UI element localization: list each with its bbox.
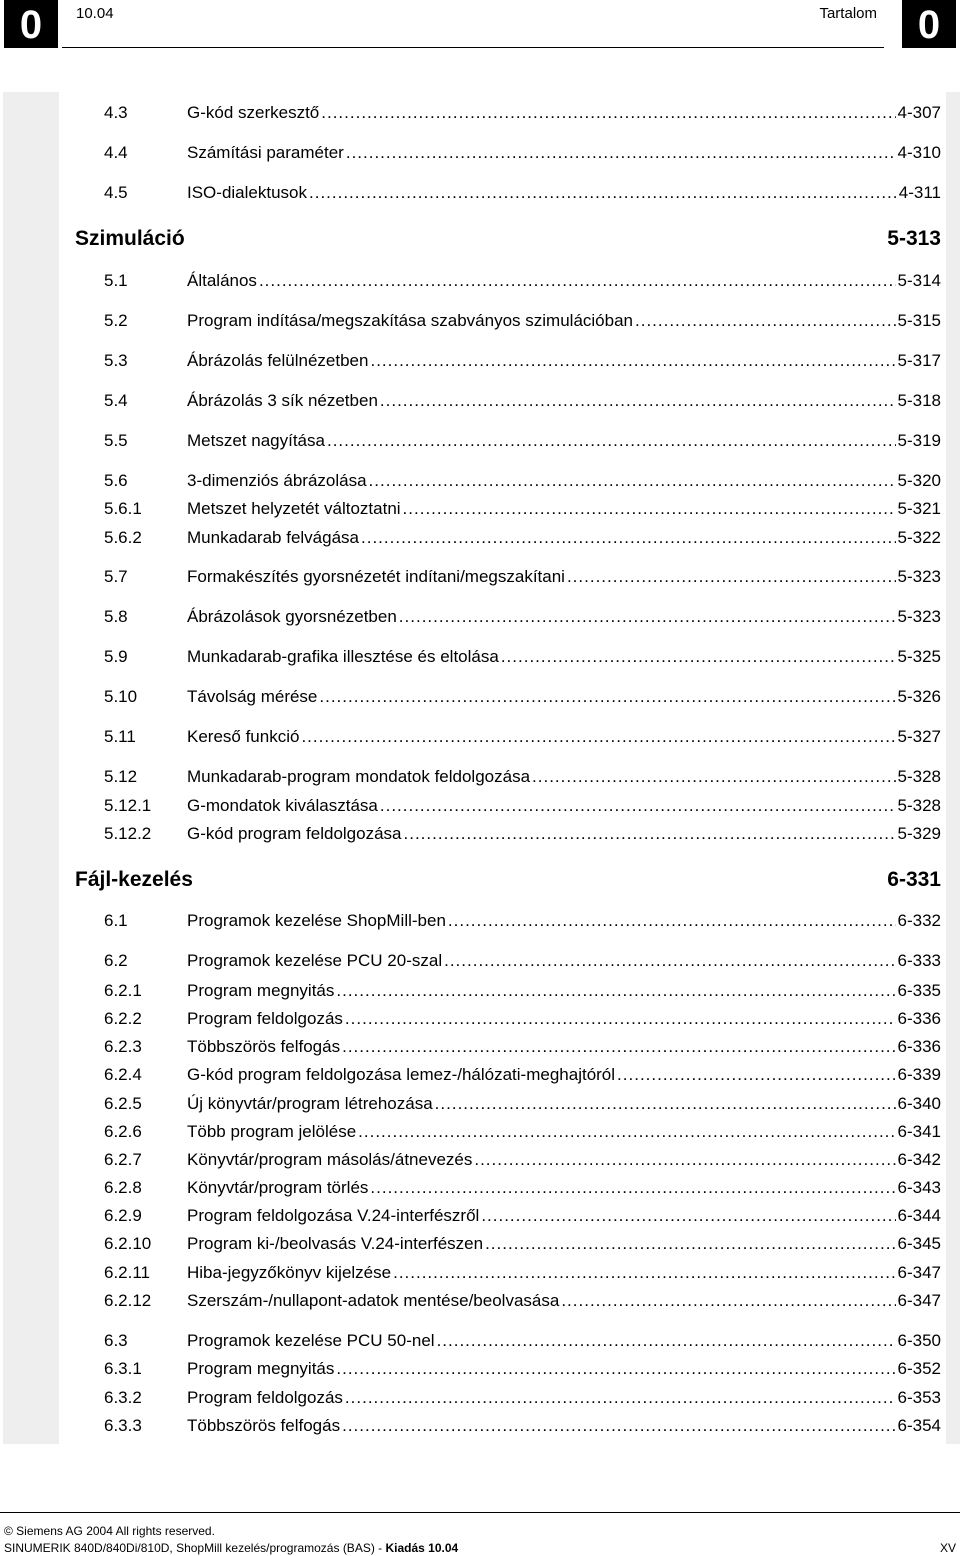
- page-number: 5-326: [897, 687, 941, 706]
- page-number: 6-336: [897, 1009, 941, 1028]
- page-number: 6-347: [897, 1263, 941, 1282]
- dot-leader: [399, 606, 896, 628]
- dot-leader: [345, 1387, 896, 1409]
- dot-leader: [321, 102, 895, 124]
- toc-entry: [104, 1177, 941, 1201]
- page-number: 5-320: [897, 471, 941, 490]
- page-number: 6-352: [897, 1359, 941, 1378]
- section-title: 3-dimenziós ábrázolása: [187, 471, 367, 490]
- section-title: Könyvtár/program törlés: [187, 1178, 369, 1197]
- dot-leader: [370, 350, 895, 372]
- section-title: G-kód program feldolgozása: [187, 824, 402, 843]
- chapter-title: Fájl-kezelés: [75, 868, 193, 891]
- section-title: Formakészítés gyorsnézetét indítani/megszakítani: [187, 567, 565, 586]
- section-number: 5.5: [104, 431, 128, 450]
- toc-entry: [104, 1064, 941, 1088]
- section-title: Általános: [187, 271, 257, 290]
- section-number: 6.2.11: [104, 1263, 151, 1282]
- section-title: Számítási paraméter: [187, 143, 344, 162]
- toc-entry: [104, 390, 941, 414]
- section-number: 6.2.8: [104, 1178, 142, 1197]
- dot-leader: [342, 1036, 895, 1058]
- toc-entry: [104, 566, 941, 590]
- page-number: 6-347: [897, 1291, 941, 1310]
- toc-entry: [104, 1036, 941, 1060]
- page-number: 6-342: [897, 1150, 941, 1169]
- section-number: 6.3.1: [104, 1359, 142, 1378]
- dot-leader: [319, 686, 895, 708]
- toc-entry: [104, 1205, 941, 1229]
- toc-entry: [104, 470, 941, 494]
- dot-leader: [485, 1233, 895, 1255]
- section-title: Program megnyitás: [187, 981, 335, 1000]
- dot-leader: [404, 823, 896, 845]
- section-number: 6.2.6: [104, 1122, 142, 1141]
- toc-entry: [104, 1415, 941, 1439]
- page-number: 6-344: [897, 1206, 941, 1225]
- toc-entry: [104, 1290, 941, 1314]
- section-number: 6.3.2: [104, 1388, 142, 1407]
- section-title: Programok kezelése PCU 20-szal: [187, 951, 443, 970]
- section-number: 6.2.5: [104, 1094, 142, 1113]
- section-title: Ábrázolás 3 sík nézetben: [187, 391, 378, 410]
- dot-leader: [345, 1008, 896, 1030]
- section-number: 6.2.12: [104, 1291, 152, 1310]
- toc-entry: [104, 527, 941, 551]
- toc-entry: [104, 1233, 941, 1257]
- section-number: 5.2: [104, 311, 128, 330]
- section-number: 5.6.2: [104, 528, 142, 547]
- page-number: 4-307: [897, 103, 941, 122]
- dot-leader: [561, 1290, 895, 1312]
- toc-entry: [104, 823, 941, 847]
- dot-leader: [259, 270, 896, 292]
- section-number: 6.2.1: [104, 981, 142, 1000]
- page-number: 5-328: [897, 767, 941, 786]
- header-edition: 10.04: [76, 5, 114, 22]
- section-title: Metszet nagyítása: [187, 431, 325, 450]
- section-title: Programok kezelése PCU 50-nel: [187, 1331, 435, 1350]
- footer-page-number: XV: [939, 1541, 956, 1555]
- section-title: Többszörös felfogás: [187, 1037, 341, 1056]
- page-number: 5-323: [897, 607, 941, 626]
- section-number: 5.4: [104, 391, 128, 410]
- dot-leader: [393, 1262, 895, 1284]
- page-number: 5-325: [897, 647, 941, 666]
- toc-entry: [104, 950, 941, 974]
- page-number: 6-353: [897, 1388, 941, 1407]
- dot-leader: [435, 1093, 896, 1115]
- toc-entry: [104, 310, 941, 334]
- section-number: 4.5: [104, 183, 128, 202]
- section-number: 6.2.4: [104, 1065, 142, 1084]
- dot-leader: [448, 910, 896, 932]
- dot-leader: [309, 182, 897, 204]
- page-number: 6-343: [897, 1178, 941, 1197]
- toc-entry: [104, 646, 941, 670]
- page-number: 6-341: [897, 1122, 941, 1141]
- footer-title-text: SINUMERIK 840D/840Di/810D, ShopMill kezelés/programozás (BAS) -: [4, 1541, 386, 1555]
- section-title: Távolság mérése: [187, 687, 318, 706]
- toc-entry: [104, 102, 941, 126]
- section-title: Ábrázolás felülnézetben: [187, 351, 369, 370]
- toc-entry: [104, 498, 941, 522]
- chapter-number-box-left: 0: [4, 0, 58, 48]
- section-number: 5.7: [104, 567, 128, 586]
- section-number: 5.9: [104, 647, 128, 666]
- section-number: 5.6.1: [104, 499, 142, 518]
- toc-entry: [104, 1093, 941, 1117]
- section-title: Új könyvtár/program létrehozása: [187, 1094, 433, 1113]
- section-title: Program indítása/megszakítása szabványos szimulációban: [187, 311, 633, 330]
- dot-leader: [403, 498, 896, 520]
- dot-leader: [336, 980, 895, 1002]
- toc-entry: [104, 1387, 941, 1411]
- section-title: G-kód szerkesztő: [187, 103, 320, 122]
- header-divider: [62, 47, 884, 48]
- page-number: 4-311: [898, 183, 941, 202]
- chapter-number-box-right: 0: [902, 0, 956, 48]
- dot-leader: [481, 1205, 895, 1227]
- page-number: 6-354: [897, 1416, 941, 1435]
- right-margin-bar: [946, 92, 960, 1444]
- page-number: 4-310: [897, 143, 941, 162]
- dot-leader: [361, 527, 896, 549]
- page-number: 5-329: [897, 824, 941, 843]
- dot-leader: [474, 1149, 895, 1171]
- toc-entry: [104, 182, 941, 206]
- section-number: 4.4: [104, 143, 128, 162]
- page-number: 5-314: [897, 271, 941, 290]
- page-number: 5-315: [897, 311, 941, 330]
- dot-leader: [301, 726, 895, 748]
- section-number: 6.2.10: [104, 1234, 152, 1253]
- toc-entry: [104, 1262, 941, 1286]
- toc-entry: [104, 270, 941, 294]
- dot-leader: [444, 950, 895, 972]
- toc-entry: [104, 686, 941, 710]
- section-title: Több program jelölése: [187, 1122, 357, 1141]
- page-number: 6-335: [897, 981, 941, 1000]
- section-title: Programok kezelése ShopMill-ben: [187, 911, 446, 930]
- section-number: 6.3: [104, 1331, 128, 1350]
- page-number: 6-345: [897, 1234, 941, 1253]
- toc-entry: [104, 1008, 941, 1032]
- toc-entry: [104, 1330, 941, 1354]
- toc-entry: [104, 980, 941, 1004]
- section-title: Program megnyitás: [187, 1359, 335, 1378]
- section-title: Hiba-jegyzőkönyv kijelzése: [187, 1263, 392, 1282]
- section-title: Program feldolgozás: [187, 1009, 343, 1028]
- section-number: 5.10: [104, 687, 138, 706]
- page-number: 6-332: [897, 911, 941, 930]
- section-title: Metszet helyzetét változtatni: [187, 499, 401, 518]
- page-number: 5-323: [897, 567, 941, 586]
- section-title: G-mondatok kiválasztása: [187, 796, 378, 815]
- toc-chapter-heading: [75, 866, 941, 896]
- footer-edition: Kiadás 10.04: [385, 1541, 459, 1555]
- section-number: 4.3: [104, 103, 128, 122]
- page-number: 6-336: [897, 1037, 941, 1056]
- page-number: 5-317: [897, 351, 941, 370]
- toc-entry: [104, 142, 941, 166]
- page-number: 6-339: [897, 1065, 941, 1084]
- section-number: 5.8: [104, 607, 128, 626]
- section-title: Program feldolgozása V.24-interfészről: [187, 1206, 480, 1225]
- section-title: Munkadarab-grafika illesztése és eltolása: [187, 647, 499, 666]
- toc-entry: [104, 795, 941, 819]
- dot-leader: [380, 795, 896, 817]
- section-number: 5.6: [104, 471, 128, 490]
- section-number: 6.2.7: [104, 1150, 142, 1169]
- dot-leader: [358, 1121, 895, 1143]
- toc-entry: [104, 766, 941, 790]
- section-title: Szerszám-/nullapont-adatok mentése/beolvasása: [187, 1291, 560, 1310]
- chapter-title: Szimuláció: [75, 227, 185, 250]
- left-margin-bar: [3, 92, 59, 1444]
- section-number: 5.12.1: [104, 796, 152, 815]
- dot-leader: [342, 1415, 895, 1437]
- toc-entry: [104, 1149, 941, 1173]
- chapter-page-number: 5-313: [887, 227, 941, 250]
- section-number: 6.2: [104, 951, 128, 970]
- toc-entry: [104, 430, 941, 454]
- toc-entry: [104, 350, 941, 374]
- section-number: 5.11: [104, 727, 136, 746]
- page-number: 5-322: [897, 528, 941, 547]
- section-title: Könyvtár/program másolás/átnevezés: [187, 1150, 473, 1169]
- page-number: 5-321: [897, 499, 941, 518]
- toc-chapter-heading: [75, 225, 941, 255]
- section-number: 5.3: [104, 351, 128, 370]
- footer-document-title: [4, 1541, 458, 1555]
- section-number: 5.1: [104, 271, 128, 290]
- page-number: 6-340: [897, 1094, 941, 1113]
- dot-leader: [635, 310, 896, 332]
- section-title: G-kód program feldolgozása lemez-/hálózati-meghajtóról: [187, 1065, 616, 1084]
- toc-entry: [104, 726, 941, 750]
- page-number: 5-318: [897, 391, 941, 410]
- section-title: Program feldolgozás: [187, 1388, 343, 1407]
- section-title: Kereső funkció: [187, 727, 300, 746]
- dot-leader: [532, 766, 895, 788]
- header-section: Tartalom: [819, 5, 877, 22]
- dot-leader: [369, 470, 896, 492]
- section-title: Munkadarab-program mondatok feldolgozása: [187, 767, 531, 786]
- page-number: 5-319: [897, 431, 941, 450]
- dot-leader: [380, 390, 896, 412]
- dot-leader: [346, 142, 896, 164]
- page-number: 5-327: [897, 727, 941, 746]
- section-title: ISO-dialektusok: [187, 183, 307, 202]
- dot-leader: [336, 1358, 895, 1380]
- page-number: 5-328: [897, 796, 941, 815]
- section-title: Program ki-/beolvasás V.24-interfészen: [187, 1234, 484, 1253]
- page-number: 6-350: [897, 1331, 941, 1350]
- section-title: Többszörös felfogás: [187, 1416, 341, 1435]
- dot-leader: [370, 1177, 895, 1199]
- page-number: 6-333: [897, 951, 941, 970]
- section-number: 6.2.9: [104, 1206, 142, 1225]
- section-number: 5.12.2: [104, 824, 152, 843]
- section-title: Munkadarab felvágása: [187, 528, 360, 547]
- chapter-page-number: 6-331: [887, 868, 941, 891]
- footer-copyright: © Siemens AG 2004 All rights reserved.: [4, 1524, 215, 1538]
- section-number: 5.12: [104, 767, 138, 786]
- section-number: 6.3.3: [104, 1416, 142, 1435]
- section-number: 6.2.3: [104, 1037, 142, 1056]
- section-number: 6.1: [104, 911, 128, 930]
- dot-leader: [327, 430, 896, 452]
- footer-divider: [0, 1512, 960, 1513]
- toc-entry: [104, 606, 941, 630]
- toc-entry: [104, 1358, 941, 1382]
- section-title: Ábrázolások gyorsnézetben: [187, 607, 397, 626]
- dot-leader: [501, 646, 896, 668]
- dot-leader: [617, 1064, 895, 1086]
- toc-entry: [104, 910, 941, 934]
- section-number: 6.2.2: [104, 1009, 142, 1028]
- dot-leader: [437, 1330, 896, 1352]
- dot-leader: [567, 566, 896, 588]
- toc-entry: [104, 1121, 941, 1145]
